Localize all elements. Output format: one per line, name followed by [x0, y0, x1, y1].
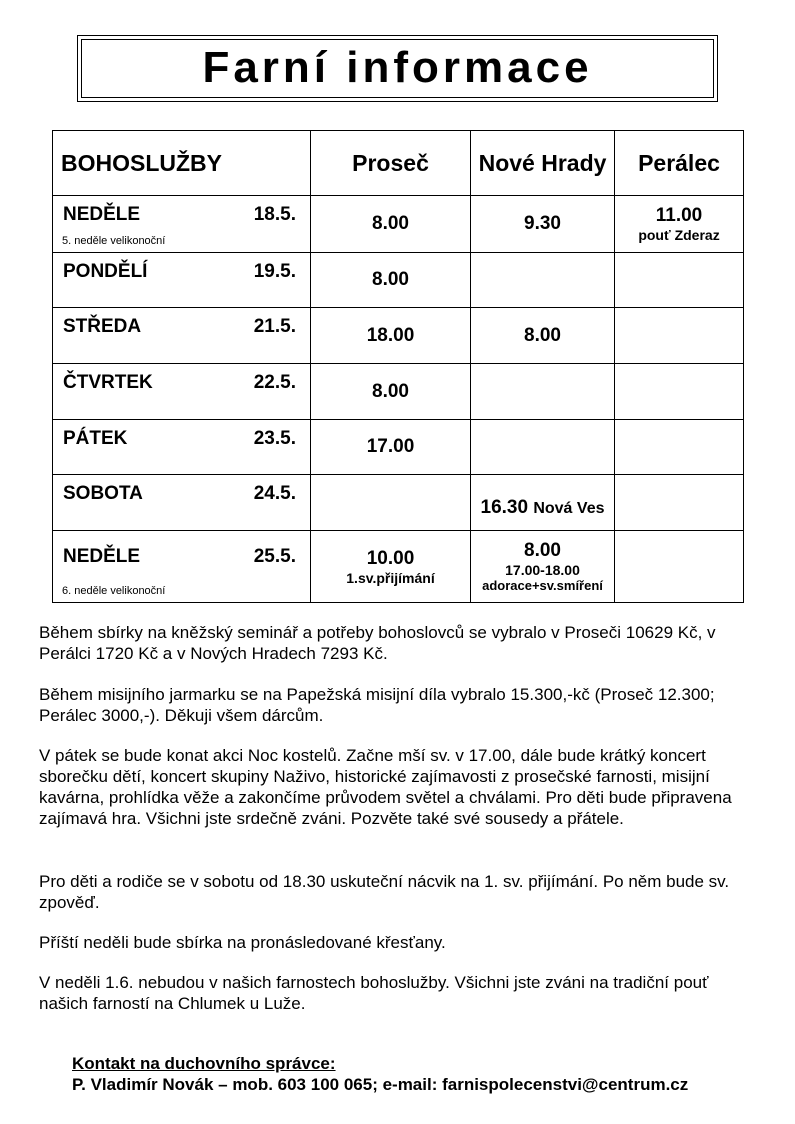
time-prosec: 18.00: [311, 308, 471, 364]
time-nove-hrady: 8.00: [471, 308, 615, 364]
time-nove-hrady: [471, 253, 615, 308]
table-header-row: [53, 131, 744, 196]
day-name: PÁTEK: [63, 428, 128, 449]
time-prosec: 10.00: [366, 547, 415, 569]
table-row: [53, 420, 744, 475]
day-cell: [53, 196, 311, 253]
day-cell: [53, 253, 311, 308]
time-peralec: 11.00: [655, 205, 703, 226]
time-prosec: [311, 475, 471, 531]
paragraph-mission-fair: Během misijního jarmarku se na Papežská misijní díla vybralo 15.300,-kč (Proseč 12.300; Perálec 3000,-). Děkuji všem dárcům.: [39, 685, 715, 725]
header-nove-hrady: Nové Hrady: [471, 131, 615, 196]
time-nove-hrady-cell: [471, 475, 615, 531]
nove-hrady-note: 17.00-18.00: [505, 562, 580, 578]
contact-text: P. Vladimír Novák – mob. 603 100 065; e-mail: farnispolecenstvi@centrum.cz: [72, 1075, 689, 1094]
time-nove-hrady: 8.00: [524, 540, 561, 561]
day-date: 23.5.: [253, 428, 296, 449]
paragraph-pilgrimage: V neděli 1.6. nebudou v našich farnostech bohoslužby. Všichni jste zváni na tradiční pouť našich farností na Chlumek u Luže.: [39, 973, 709, 1013]
time-peralec: [615, 475, 744, 531]
table-row: [53, 253, 744, 308]
header-services: BOHOSLUŽBY: [53, 131, 311, 196]
table-row: [53, 364, 744, 420]
day-date: 19.5.: [253, 261, 296, 282]
day-date: 22.5.: [253, 372, 296, 393]
day-note: 5. neděle velikonoční: [62, 235, 166, 247]
table-row: [53, 531, 744, 603]
paragraph-collection: Během sbírky na kněžský seminář a potřeby bohoslovců se vybralo v Proseči 10629 Kč, v Perálci 1720 Kč a v Nových Hradech 7293 Kč.: [39, 623, 716, 663]
day-name: NEDĚLE: [63, 204, 141, 225]
contact-label: Kontakt na duchovního správce:: [72, 1054, 336, 1073]
time-prosec: 8.00: [311, 364, 471, 420]
time-peralec: [615, 531, 744, 603]
day-cell: [53, 531, 311, 603]
day-name: SOBOTA: [63, 483, 143, 504]
time-prosec-cell: [311, 531, 471, 603]
time-peralec: [615, 364, 744, 420]
time-peralec: [615, 420, 744, 475]
time-prosec: 8.00: [311, 253, 471, 308]
table-row: [53, 196, 744, 253]
day-name: NEDĚLE: [63, 546, 141, 567]
schedule-table: [52, 130, 744, 603]
time-peralec-cell: [615, 196, 744, 253]
time-nove-hrady: [471, 420, 615, 475]
page-title: Farní informace: [202, 43, 593, 92]
time-peralec: [615, 253, 744, 308]
peralec-note: pouť Zderaz: [638, 227, 720, 243]
day-cell: [53, 364, 311, 420]
prosec-note: 1.sv.přijímání: [346, 569, 435, 586]
nove-hrady-note-2: adorace+sv.smíření: [482, 578, 603, 593]
time-nove-hrady-cell: [471, 531, 615, 603]
nove-hrady-note: Nová Ves: [533, 499, 605, 517]
day-name: ČTVRTEK: [63, 372, 153, 393]
day-date: 24.5.: [253, 483, 296, 504]
time-nove-hrady: [471, 364, 615, 420]
day-date: 21.5.: [253, 316, 296, 337]
time-nove-hrady: 16.30: [480, 496, 529, 518]
time-peralec: [615, 308, 744, 364]
time-nove-hrady: 9.30: [471, 196, 615, 253]
header-peralec: Perálec: [615, 131, 744, 196]
day-cell: [53, 475, 311, 531]
time-prosec: 17.00: [311, 420, 471, 475]
day-name: PONDĚLÍ: [63, 261, 148, 282]
day-name: STŘEDA: [63, 316, 142, 337]
day-cell: [53, 308, 311, 364]
header-prosec: Proseč: [311, 131, 471, 196]
paragraph-night-of-churches: V pátek se bude konat akci Noc kostelů. Začne mší sv. v 17.00, dále bude krátký koncert sborečku dětí, koncert skupiny Naživo, historické zajímavosti z prosečské farnosti, misijní kavárna, prohlídka věže a zakončíme průvodem světel a chválami. Pro děti bude připravena zajímavá hra. Všichni jste srdečně zváni. Pozvěte také své sousedy a přátele.: [39, 746, 732, 828]
day-cell: [53, 420, 311, 475]
table-row: [53, 475, 744, 531]
day-date: 18.5.: [253, 204, 296, 225]
paragraph-next-sunday: Příští neděli bude sbírka na pronásledované křesťany.: [39, 933, 446, 952]
title-box: [77, 35, 718, 102]
time-prosec: 8.00: [311, 196, 471, 253]
contact-block: [72, 1053, 772, 1095]
paragraph-first-communion: Pro děti a rodiče se v sobotu od 18.30 uskuteční nácvik na 1. sv. přijímání. Po něm bude sv. zpověď.: [39, 872, 730, 912]
table-row: [53, 308, 744, 364]
day-date: 25.5.: [253, 546, 296, 567]
day-note: 6. neděle velikonoční: [62, 585, 166, 597]
